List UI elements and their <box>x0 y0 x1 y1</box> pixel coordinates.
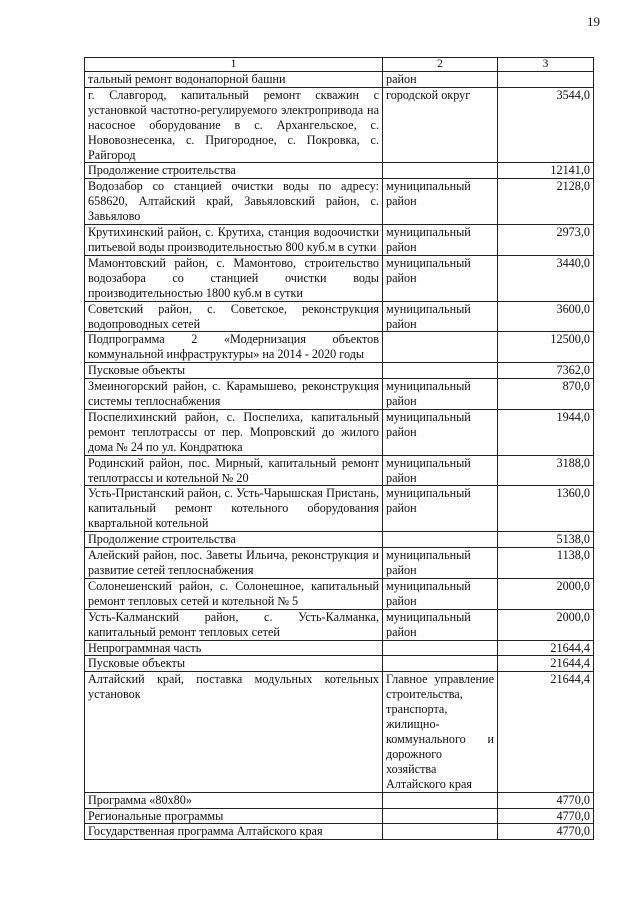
row-amount: 870,0 <box>498 379 594 410</box>
row-description: г. Славгород, капитальный ремонт скважин с установкой частотно-регулируемого электропривода на насосное оборудование в с. Архангельское, с. Нововознесенка, с. Пригородное, с. Покровка, с. Райгород <box>85 87 383 163</box>
row-amount: 2000,0 <box>498 578 594 609</box>
row-description: Усть-Пристанский район, с. Усть-Чарышская Пристань, капитальный ремонт котельного оборудования квартальной котельной <box>85 486 383 532</box>
row-authority <box>383 532 498 548</box>
row-authority <box>383 656 498 672</box>
row-description: Поспелихинский район, с. Поспелиха, капитальный ремонт теплотрассы от пер. Мопровский до жилого дома № 24 по ул. Кондратюка <box>85 409 383 455</box>
table-row <box>85 532 594 548</box>
row-authority <box>383 824 498 840</box>
row-description: тальный ремонт водонапорной башни <box>85 72 383 88</box>
row-amount: 2973,0 <box>498 225 594 256</box>
table-row <box>85 792 594 808</box>
row-authority: район <box>383 72 498 88</box>
row-amount: 3188,0 <box>498 455 594 486</box>
row-authority <box>383 792 498 808</box>
row-description: Пусковые объекты <box>85 656 383 672</box>
row-authority: муниципальный район <box>383 548 498 579</box>
table-row <box>85 301 594 332</box>
row-authority: муниципальный район <box>383 301 498 332</box>
row-description: Мамонтовский район, с. Мамонтово, строительство водозабора со станцией очистки воды производительностью 1800 куб.м в сутки <box>85 255 383 301</box>
row-amount: 1360,0 <box>498 486 594 532</box>
row-description: Алтайский край, поставка модульных котельных установок <box>85 672 383 792</box>
table-row <box>85 363 594 379</box>
table-row <box>85 824 594 840</box>
table-row <box>85 72 594 88</box>
row-authority <box>383 640 498 656</box>
table-row <box>85 163 594 179</box>
table-row <box>85 379 594 410</box>
row-description: Подпрограмма 2 «Модернизация объектов коммунальной инфраструктуры» на 2014 - 2020 годы <box>85 332 383 363</box>
row-description: Солонешенский район, с. Солонешное, капитальный ремонт тепловых сетей и котельной № 5 <box>85 578 383 609</box>
row-amount: 3440,0 <box>498 255 594 301</box>
table-row <box>85 255 594 301</box>
row-amount: 3600,0 <box>498 301 594 332</box>
page-number: 19 <box>587 14 600 29</box>
table-row <box>85 179 594 225</box>
row-amount: 21644,4 <box>498 640 594 656</box>
row-amount: 4770,0 <box>498 824 594 840</box>
table-row <box>85 808 594 824</box>
table-row <box>85 332 594 363</box>
row-description: Змеиногорский район, с. Карамышево, реконструкция системы теплоснабжения <box>85 379 383 410</box>
table-row <box>85 640 594 656</box>
row-amount: 3544,0 <box>498 87 594 163</box>
row-amount: 7362,0 <box>498 363 594 379</box>
table-row <box>85 486 594 532</box>
row-amount: 4770,0 <box>498 808 594 824</box>
row-amount: 12141,0 <box>498 163 594 179</box>
table-row <box>85 656 594 672</box>
row-authority: Главное управление строительства, транспорта, жилищно-коммунального и дорожного хозяйства Алтайского края <box>383 672 498 792</box>
table-row <box>85 455 594 486</box>
row-amount: 12500,0 <box>498 332 594 363</box>
row-authority <box>383 808 498 824</box>
row-amount: 4770,0 <box>498 792 594 808</box>
table-row <box>85 578 594 609</box>
row-description: Продолжение строительства <box>85 532 383 548</box>
row-description: Крутихинский район, с. Крутиха, станция водоочистки питьевой воды производительностью 800 куб.м в сутки <box>85 225 383 256</box>
row-authority <box>383 163 498 179</box>
row-amount: 21644,4 <box>498 656 594 672</box>
row-authority: муниципальный район <box>383 409 498 455</box>
row-description: Родинский район, пос. Мирный, капитальный ремонт теплотрассы и котельной № 20 <box>85 455 383 486</box>
table-row <box>85 672 594 792</box>
row-authority: муниципальный район <box>383 486 498 532</box>
row-amount: 1944,0 <box>498 409 594 455</box>
row-description: Усть-Калманский район, с. Усть-Калманка, капитальный ремонт тепловых сетей <box>85 609 383 640</box>
table-row <box>85 609 594 640</box>
row-description: Государственная программа Алтайского края <box>85 824 383 840</box>
row-description: Региональные программы <box>85 808 383 824</box>
row-description: Водозабор со станцией очистки воды по адресу: 658620, Алтайский край, Завьяловский район, с. Завьялово <box>85 179 383 225</box>
row-description: Алейский район, пос. Заветы Ильича, реконструкция и развитие сетей теплоснабжения <box>85 548 383 579</box>
row-amount: 1138,0 <box>498 548 594 579</box>
row-amount: 21644,4 <box>498 672 594 792</box>
row-amount: 2128,0 <box>498 179 594 225</box>
row-authority: муниципальный район <box>383 578 498 609</box>
table-row <box>85 548 594 579</box>
row-amount: 5138,0 <box>498 532 594 548</box>
column-header-2: 2 <box>383 58 498 72</box>
row-authority <box>383 332 498 363</box>
budget-table <box>84 57 594 840</box>
column-header-3: 3 <box>498 58 594 72</box>
row-description: Пусковые объекты <box>85 363 383 379</box>
row-description: Продолжение строительства <box>85 163 383 179</box>
row-authority <box>383 363 498 379</box>
row-authority: городской округ <box>383 87 498 163</box>
row-authority: муниципальный район <box>383 255 498 301</box>
row-description: Советский район, с. Советское, реконструкция водопроводных сетей <box>85 301 383 332</box>
table-row <box>85 225 594 256</box>
table-row <box>85 87 594 163</box>
row-description: Непрограммная часть <box>85 640 383 656</box>
row-amount: 2000,0 <box>498 609 594 640</box>
row-authority: муниципальный район <box>383 379 498 410</box>
table-header-row <box>85 58 594 72</box>
row-authority: муниципальный район <box>383 609 498 640</box>
row-description: Программа «80х80» <box>85 792 383 808</box>
row-authority: муниципальный район <box>383 455 498 486</box>
row-amount <box>498 72 594 88</box>
row-authority: муниципальный район <box>383 225 498 256</box>
table-row <box>85 409 594 455</box>
row-authority: муниципальный район <box>383 179 498 225</box>
column-header-1: 1 <box>85 58 383 72</box>
